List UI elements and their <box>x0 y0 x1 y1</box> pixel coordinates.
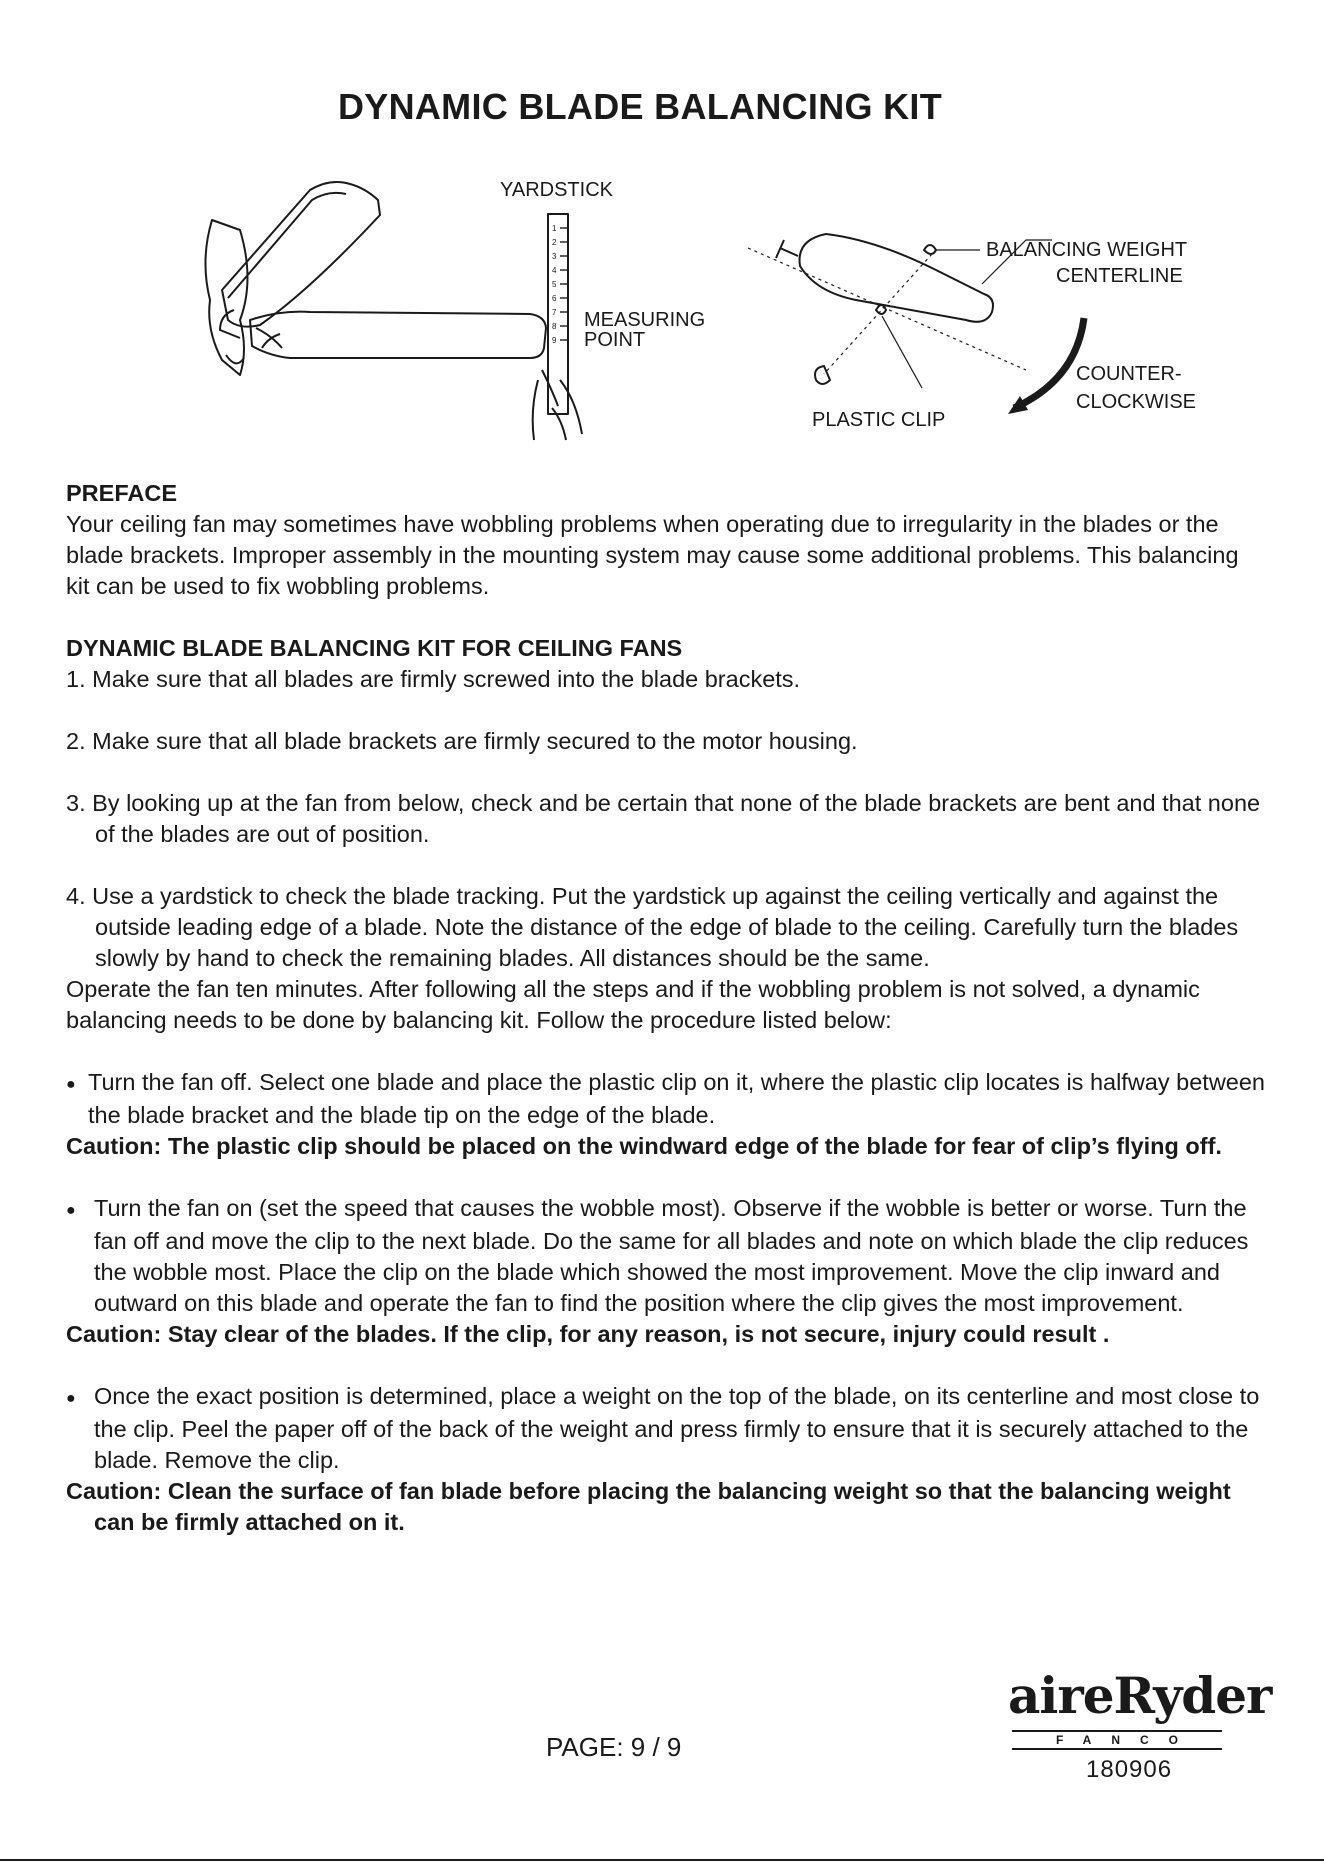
logo-wordmark: aireRyder <box>1008 1666 1272 1725</box>
yardstick-ticks <box>552 224 557 345</box>
page-number: PAGE: 9 / 9 <box>546 1732 682 1762</box>
preface-heading: PREFACE <box>66 480 177 506</box>
bullet-icon: ● <box>66 1076 76 1093</box>
tick-label: 6 <box>552 294 557 303</box>
tick-label: 7 <box>552 308 557 317</box>
step-4: 4. Use a yardstick to check the blade tracking. Put the yardstick up against the ceiling vertically and against the outside leading edge of a blade. Note the distance of the edge of blade to the ceiling. Carefully turn the blades slowly by hand to check the remaining blades. All distances should be the same. <box>66 883 1239 971</box>
label-measuring-point: MEASURING <box>584 309 706 331</box>
balancing-illustration <box>736 170 1216 440</box>
kit-heading: DYNAMIC BLADE BALANCING KIT FOR CEILING FANS <box>66 635 683 661</box>
bullet-text: Turn the fan off. Select one blade and place the plastic clip on it, where the plastic clip locates is halfway between the blade bracket and the blade tip on the edge of the blade. <box>88 1069 1265 1128</box>
brand-logo <box>1008 1666 1272 1754</box>
label-plastic-clip: PLASTIC CLIP <box>812 409 946 431</box>
bullet-icon: ● <box>66 1202 76 1219</box>
label-counterclockwise: COUNTER- <box>1076 363 1182 385</box>
bullet-item <box>66 1381 1266 1538</box>
label-counterclockwise-2: CLOCKWISE <box>1076 391 1197 413</box>
label-yardstick: YARDSTICK <box>500 179 613 201</box>
tick-label: 3 <box>552 252 557 261</box>
tick-label: 2 <box>552 238 557 247</box>
bullet-item <box>66 1067 1266 1162</box>
caution-text: Caution: Clean the surface of fan blade before placing the balancing weight so that the balancing weight can be firmly attached on it. <box>66 1478 1231 1535</box>
caution-text: Caution: Stay clear of the blades. If the clip, for any reason, is not secure, injury could result . <box>66 1321 1110 1347</box>
bullet-item <box>66 1193 1266 1350</box>
label-balancing-weight: BALANCING WEIGHT <box>986 239 1188 261</box>
preface-text: Your ceiling fan may sometimes have wobbling problems when operating due to irregularity in the blades or the blade brackets. Improper assembly in the mounting system may cause some additional problems. This balancing kit can be used to fix wobbling problems. <box>66 511 1239 599</box>
tick-label: 4 <box>552 266 557 275</box>
bullet-text: Once the exact position is determined, place a weight on the top of the blade, on its centerline and most close to the clip. Peel the paper off of the back of the weight and press firmly to ensure that it is securely attached to the blade. Remove the clip. <box>94 1383 1260 1473</box>
bottom-divider <box>0 1859 1324 1861</box>
label-measuring-point-2: POINT <box>584 329 646 351</box>
step-1: 1. Make sure that all blades are firmly screwed into the blade brackets. <box>66 666 801 692</box>
tick-label: 1 <box>552 224 557 233</box>
step-3: 3. By looking up at the fan from below, check and be certain that none of the blade brackets are bent and that none of the blades are out of position. <box>66 790 1261 847</box>
operate-text: Operate the fan ten minutes. After following all the steps and if the wobbling problem is not solved, a dynamic balancing needs to be done by balancing kit. Follow the procedure listed below: <box>66 976 1200 1033</box>
tick-label: 9 <box>552 336 557 345</box>
instructions-body <box>66 478 1266 1538</box>
caution-text: Caution: The plastic clip should be placed on the windward edge of the blade for fear of clip’s flying off. <box>66 1133 1222 1159</box>
yardstick-illustration <box>200 170 740 450</box>
tick-label: 8 <box>552 322 557 331</box>
logo-subtitle: FANCO <box>1012 1730 1222 1750</box>
bullet-icon: ● <box>66 1390 76 1407</box>
document-code: 180906 <box>1086 1756 1173 1783</box>
tick-label: 5 <box>552 280 557 289</box>
page-title: DYNAMIC BLADE BALANCING KIT <box>337 86 943 127</box>
label-centerline: CENTERLINE <box>1056 265 1183 287</box>
step-2: 2. Make sure that all blade brackets are firmly secured to the motor housing. <box>66 728 858 754</box>
bullet-text: Turn the fan on (set the speed that causes the wobble most). Observe if the wobble is better or worse. Turn the fan off and move the clip to the next blade. Do the same for all blades and note on which blade the clip reduces the wobble most. Place the clip on the blade which showed the most improvement. Move the clip inward and outward on this blade and operate the fan to find the position where the clip gives the most improvement. <box>94 1195 1249 1316</box>
